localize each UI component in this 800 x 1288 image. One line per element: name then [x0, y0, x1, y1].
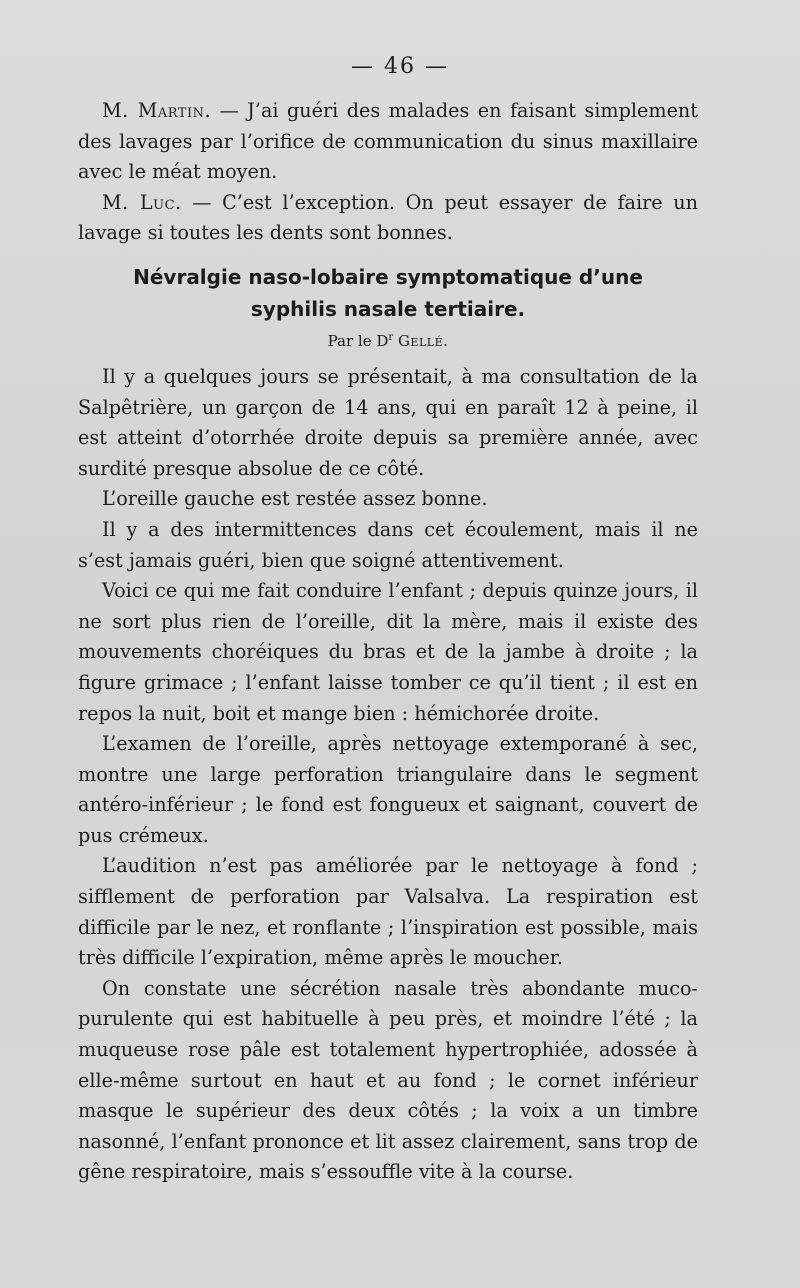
paragraph: L’examen de l’oreille, après nettoyage extemporané à sec, montre une large perforation triangulaire dans le segment antéro-inférieur ; le fond est fongueux et saignant, couvert de pus crémeux.	[78, 732, 698, 847]
byline-author: Gellé.	[397, 331, 449, 350]
dialogue-luc-text: — C’est l’exception. On peut essayer de faire un lavage si toutes les dents sont bonnes.	[78, 190, 698, 245]
dialogue-martin	[78, 96, 698, 188]
paragraph: Voici ce qui me fait conduire l’enfant ; depuis quinze jours, il ne sort plus rien de l’oreille, dit la mère, mais il existe des mouvements choréiques du bras et de la jambe à droite ; la figure grimace ; l’enfant laisse tomber ce qu’il tient ; il est en repos la nuit, boit et mange bien : hémichorée droite.	[78, 579, 698, 725]
section-title-line1: Névralgie naso-lobaire symptomatique d’une	[133, 264, 643, 289]
section-title-line2: syphilis nasale tertiaire.	[250, 296, 526, 321]
paragraph: L’oreille gauche est restée assez bonne.	[102, 487, 488, 511]
byline	[78, 327, 698, 352]
page-number: — 46 —	[351, 54, 449, 79]
section-title	[78, 261, 698, 325]
paragraph: Il y a quelques jours se présentait, à ma consultation de la Salpêtrière, un garçon de 14 ans, qui en paraît 12 à peine, il est atteint d’otorrhée droite depuis sa première année, avec surdité presque absolue de ce côté.	[78, 364, 698, 480]
speaker-luc: M. Luc.	[102, 190, 182, 214]
byline-prefix: Par le D	[327, 331, 389, 350]
paragraph: On constate une sécrétion nasale très abondante muco-purulente qui est habituelle à peu près, et moindre l’été ; la muqueuse rose pâle est totalement hypertrophiée, adossée à elle-même surtout en haut et au fond ; le cornet inférieur masque le supérieur des deux côtés ; la voix a un timbre nasonné, l’enfant prononce et lit assez clairement, sans trop de gêne respiratoire, mais s’essouffle vite à la course.	[78, 976, 698, 1184]
dialogue-luc	[78, 188, 698, 249]
speaker-martin: M. Martin.	[102, 99, 212, 122]
dialogue-martin-text: — J’ai guéri des malades en faisant simplement des lavages par l’orifice de communication du sinus maxillaire avec le méat moyen.	[78, 99, 698, 184]
paragraph: Il y a des intermittences dans cet écoulement, mais il ne s’est jamais guéri, bien que soigné attentivement.	[78, 517, 698, 572]
page-body	[78, 96, 698, 1188]
paragraph: L’audition n’est pas améliorée par le nettoyage à fond ; sifflement de perforation par Valsalva. La respiration est difficile par le nez, et ronflante ; l’inspiration est possible, mais très difficile l’expiration, même après le moucher.	[78, 854, 698, 970]
byline-sup: r	[388, 331, 394, 343]
